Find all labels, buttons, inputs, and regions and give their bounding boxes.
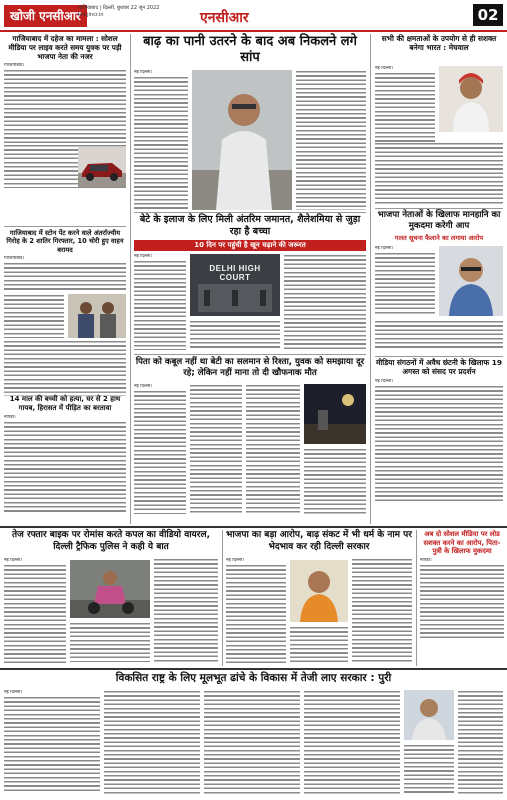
- story-bottom-center-body: [226, 558, 286, 664]
- story-center-mid-body-2: [284, 254, 366, 350]
- headline: 14 माल की बच्ची को हत्या, घर से 2 हाथ गायब, हिरासत में पीड़ित का बरतावा: [9, 395, 121, 412]
- headline: विकसित राष्ट्र के लिए मूलभूत ढांचे के विकास में तेजी लाए सरकार : पुरी: [115, 672, 392, 684]
- story-center-top-body-2: [296, 70, 366, 210]
- headline: मीडिया संगठनों में अवैध छंटनी के खिलाफ 19 अगस्त को संसद पर प्रदर्शन: [375, 358, 503, 377]
- column-divider: [370, 34, 371, 524]
- dateline: नई दिल्ली।: [134, 70, 153, 75]
- headline: तेज रफ्तार बाइक पर रोमांस करते कपल का वीडियो वायरल, दिल्ली ट्रैफिक पुलिस ने कही ये बात: [12, 530, 210, 552]
- article-body: [375, 142, 503, 204]
- story-center-mid: [134, 214, 366, 238]
- article-body: [375, 252, 435, 314]
- story-right-top-body: [375, 66, 435, 142]
- masthead-meta: [78, 5, 159, 19]
- highlight-band: 10 दिन पर पहुंची है खून चढ़ाने की जरूरत: [134, 240, 366, 251]
- article-body: [104, 690, 200, 794]
- headline: गाजियाबाद में स्टोन पेंट करने वाले अंतर्राज्यीय गिरोह के 2 शातिर गिरफ्तार, 10 चोरी हुए वाहन बरामद: [6, 229, 124, 254]
- arrested-men-image: [68, 294, 126, 338]
- story-center-low-body-3: [246, 384, 300, 514]
- column-divider: [130, 34, 131, 524]
- article-body: [134, 390, 186, 514]
- story-center-mid-body-3: [190, 320, 280, 350]
- article-body: [70, 622, 150, 662]
- story-left-bottom: [4, 395, 126, 513]
- article-body: [246, 384, 300, 514]
- article-body: [4, 696, 100, 792]
- section-divider: [0, 526, 507, 528]
- story-footer-body-4: [304, 690, 400, 794]
- story-bottom-left-body: [4, 558, 66, 664]
- story-left-top: [4, 34, 126, 188]
- article-body: [296, 70, 366, 210]
- headline: भाजपा का बड़ा आरोप, बाढ़ संकट में भी धर्म के नाम पर भेदभाव कर रही दिल्ली सरकार: [226, 530, 412, 552]
- article-body: [404, 744, 454, 794]
- story-bottom-left-body-3: [70, 622, 150, 662]
- car-image: [78, 147, 126, 187]
- story-left-mid: [4, 229, 126, 396]
- story-footer-body-5: [458, 690, 503, 794]
- story-divider: [134, 212, 366, 213]
- minister-photo: [192, 70, 292, 210]
- story-center-low: [134, 357, 366, 379]
- dateline: नई दिल्ली।: [375, 246, 394, 251]
- column-divider: [222, 530, 223, 666]
- column-divider: [416, 530, 417, 666]
- article-body: [190, 320, 280, 350]
- brand-logo: खोजी एनसीआर: [4, 5, 87, 27]
- meghwal-photo: [439, 66, 503, 132]
- article-body: [375, 320, 503, 350]
- story-footer-body-3: [204, 690, 300, 794]
- article-body: [190, 384, 242, 514]
- subheadline: गलत सूचना फैलाने का लगाया आरोप: [394, 234, 484, 242]
- kejriwal-image: [439, 246, 503, 316]
- article-body: [284, 254, 366, 350]
- story-right-low: [375, 358, 503, 503]
- article-body: [154, 558, 218, 662]
- article-body: [458, 690, 503, 794]
- story-bottom-center: [226, 530, 412, 553]
- night-scene-image: [304, 384, 366, 444]
- article-body: [4, 262, 126, 292]
- masthead-rule: [0, 30, 507, 32]
- dateline: नई दिल्ली।: [134, 384, 153, 389]
- bike-couple-image: [70, 560, 150, 618]
- kejriwal-photo: [439, 246, 503, 316]
- story-center-top-body: [134, 70, 188, 210]
- story-divider: [375, 208, 503, 209]
- story-center-low-body: [134, 384, 186, 514]
- article-body: [4, 340, 126, 396]
- dateline: नई दिल्ली।: [4, 558, 23, 563]
- headline: अब दो सोशल मीडिया पर लोड सशक्त करने का आरोप, पिता-पुत्री के खिलाफ मुकदमा: [423, 530, 501, 556]
- dateline: नई दिल्ली।: [4, 690, 23, 695]
- article-body: [134, 260, 186, 350]
- dateline: नई दिल्ली।: [375, 66, 394, 71]
- article-body: [420, 564, 504, 640]
- story-bottom-center-body-2: [352, 558, 412, 662]
- minister-image: [192, 70, 292, 210]
- headline: भाजपा नेताओं के खिलाफ मानहानि का मुकदमा करेगी आप: [377, 210, 501, 231]
- bjp-leader-photo: [290, 560, 348, 622]
- article-body: [4, 69, 126, 144]
- dateline: गाजियाबाद।: [4, 63, 25, 68]
- story-right-top: [375, 34, 503, 52]
- dateline: नोएडा।: [4, 415, 16, 420]
- page-number: 02: [473, 4, 503, 26]
- story-bottom-left-body-2: [154, 558, 218, 662]
- article-body: [204, 690, 300, 794]
- section-divider: [0, 668, 507, 670]
- story-center-low-body-2: [190, 384, 242, 514]
- puri-image: [404, 690, 454, 740]
- masthead-meta-line1: गाजियाबाद | दिल्ली, बुधवार 22 जून 2022: [78, 5, 160, 11]
- night-scene-photo: [304, 384, 366, 444]
- story-divider: [4, 226, 126, 227]
- story-right-mid-body-2: [375, 320, 503, 350]
- story-bottom-left: [4, 530, 218, 553]
- article-body: [226, 564, 286, 664]
- article-body: [134, 76, 188, 210]
- story-right-mid-body: [375, 246, 435, 314]
- bike-couple-photo: [70, 560, 150, 618]
- headline: बाढ़ का पानी उतरने के बाद अब निकलने लगे सांप: [143, 34, 357, 65]
- headline: बेटे के इलाज के लिए मिली अंतरिम जमानत, शैलेशमिया से जुड़ा रहा है बच्चा: [139, 214, 361, 237]
- dateline: नई दिल्ली।: [375, 378, 394, 384]
- dateline: नोएडा।: [420, 557, 432, 563]
- story-footer-body: [4, 690, 100, 792]
- arrested-men-photo: [68, 294, 126, 338]
- dateline: गाजियाबाद।: [4, 256, 25, 262]
- story-right-mid: [375, 210, 503, 232]
- article-body: [290, 626, 348, 662]
- story-divider: [4, 392, 126, 393]
- headline: सभी की क्षमताओं के उपयोग से ही सशक्त बनेगा भारत : मेघवाल: [381, 34, 497, 53]
- high-court-photo: [190, 254, 280, 316]
- article-body: [4, 564, 66, 664]
- dateline: नई दिल्ली।: [226, 558, 245, 563]
- meghwal-image: [439, 66, 503, 132]
- story-bottom-right: [420, 530, 504, 640]
- story-divider: [375, 356, 503, 357]
- story-bottom-center-body-3: [290, 626, 348, 662]
- bjp-leader-image: [290, 560, 348, 622]
- article-body: [304, 690, 400, 794]
- story-center-low-body-4: [304, 448, 366, 514]
- article-body: [4, 294, 64, 338]
- masthead: [0, 0, 507, 30]
- court-sign-text: DELHI HIGH COURT: [209, 264, 261, 282]
- dateline: नई दिल्ली।: [134, 254, 153, 259]
- story-center-mid-body: [134, 254, 186, 350]
- story-footer-body-2: [104, 690, 200, 794]
- article-body: [375, 72, 435, 142]
- section-title: एनसीआर: [200, 10, 249, 26]
- article-body: [304, 448, 366, 514]
- article-body: [375, 385, 503, 503]
- article-body: [4, 421, 126, 513]
- article-body: [352, 558, 412, 662]
- headline: गाजियाबाद में दहेज का मामला : सोशल मीडिया पर लाइव करते समय युवक पर पड़ी भाजपा नेता की नजर: [8, 34, 122, 61]
- headline: पिता को कबूल नहीं था बेटी का सलमान से रिश्ता, युवक को समझाया दूर रहे; लेकिन नहीं माना तो दी खौफनाक मौत: [135, 357, 365, 378]
- masthead-meta-line2: khojincr.in: [78, 12, 104, 18]
- story-footer-body-6: [404, 744, 454, 794]
- story-right-top-body-2: [375, 142, 503, 204]
- car-photo: [78, 147, 126, 187]
- puri-photo: [404, 690, 454, 740]
- story-footer: [4, 672, 503, 685]
- story-divider: [134, 354, 366, 355]
- story-center-top: [134, 34, 366, 66]
